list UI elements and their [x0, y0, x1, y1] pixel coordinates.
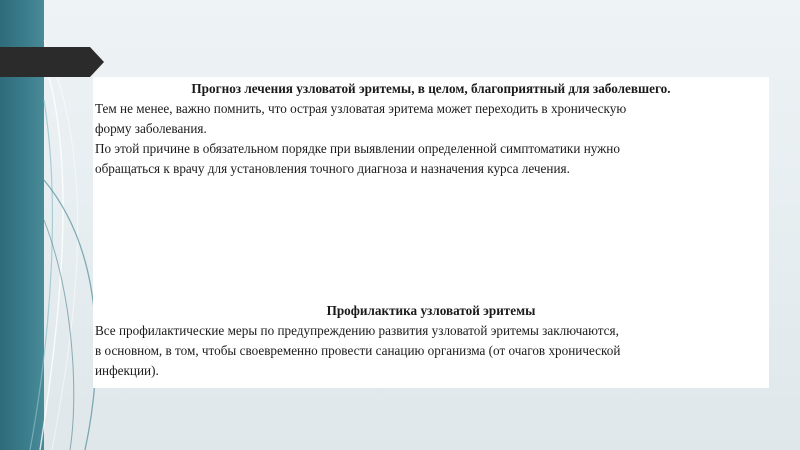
- prevention-text-line: инфекции).: [95, 363, 159, 378]
- prevention-text-line: в основном, в том, чтобы своевременно провести санацию организма (от очагов хронической: [95, 343, 621, 358]
- title-arrow-bar: [0, 47, 104, 77]
- prognosis-text-line: Тем не менее, важно помнить, что острая узловатая эритема может переходить в хроническую: [95, 101, 627, 116]
- prevention-heading: Профилактика узловатой эритемы: [326, 303, 536, 318]
- prognosis-text-line: форму заболевания.: [95, 121, 207, 136]
- prognosis-heading: Прогноз лечения узловатой эритемы, в целом, благоприятный для заболевшего.: [191, 81, 671, 96]
- prognosis-text-line: обращаться к врачу для установления точного диагноза и назначения курса лечения.: [95, 161, 570, 176]
- prognosis-text-line: По этой причине в обязательном порядке при выявлении определенной симптоматики нужно: [95, 141, 620, 156]
- prevention-text-line: Все профилактические меры по предупреждению развития узловатой эритемы заключаются,: [95, 323, 619, 338]
- content-panel: [93, 77, 769, 388]
